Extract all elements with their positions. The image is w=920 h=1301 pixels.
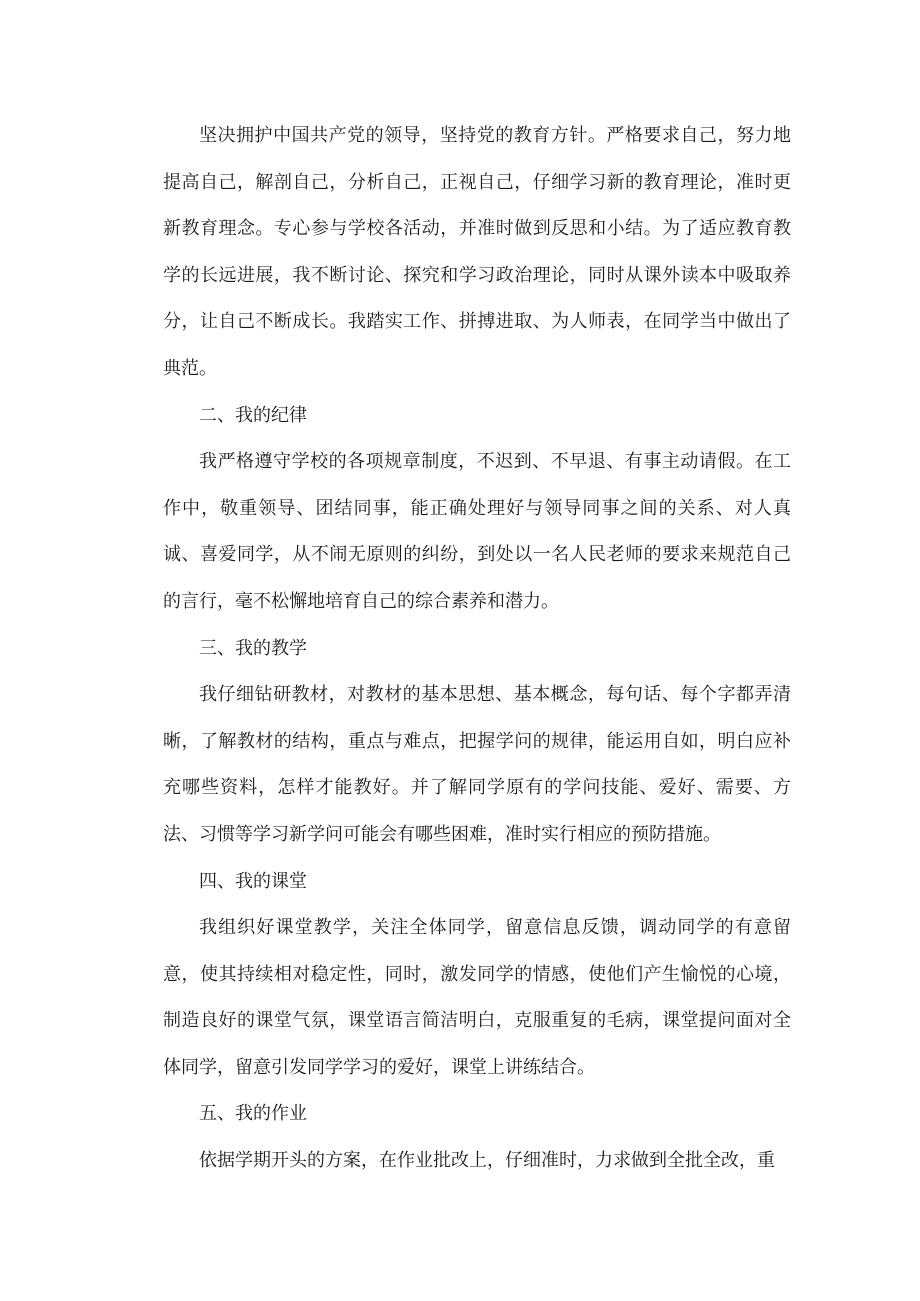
paragraph-homework: 依据学期开头的方案，在作业批改上，仔细准时，力求做到全批全改，重 — [199, 1150, 775, 1172]
section-heading-discipline: 二、我的纪律 — [199, 404, 307, 426]
section-heading-classroom: 四、我的课堂 — [199, 870, 307, 892]
paragraph-teaching: 我仔细钻研教材，对教材的基本思想、基本概念，每句话、每个字都弄清晰，了解教材的结构，重点与难点，把握学问的规律，能运用自如，明白应补充哪些资料，怎样才能教好。并了解同学原有的学问技能、爱好、需要、方法、习惯等学习新学问可能会有哪些困难，准时实行相应的预防措施。 — [163, 684, 791, 845]
paragraph-discipline: 我严格遵守学校的各项规章制度，不迟到、不早退、有事主动请假。在工作中，敬重领导、团结同事，能正确处理好与领导同事之间的关系、对人真诚、喜爱同学，从不闹无原则的纠纷，到处以一名人民老师的要求来规范自己的言行，毫不松懈地培育自己的综合素养和潜力。 — [163, 451, 791, 612]
paragraph-classroom: 我组织好课堂教学，关注全体同学，留意信息反馈，调动同学的有意留意，使其持续相对稳定性，同时，激发同学的情感，使他们产生愉悦的心境，制造良好的课堂气氛，课堂语言简洁明白，克服重复的毛病，课堂提问面对全体同学，留意引发同学学习的爱好，课堂上讲练结合。 — [163, 917, 791, 1078]
document-body — [163, 113, 791, 1185]
section-heading-homework: 五、我的作业 — [199, 1103, 307, 1125]
section-heading-teaching: 三、我的教学 — [199, 637, 307, 659]
paragraph-intro: 坚决拥护中国共产党的领导，坚持党的教育方针。严格要求自己，努力地提高自己，解剖自己，分析自己，正视自己，仔细学习新的教育理论，准时更新教育理念。专心参与学校各活动，并准时做到反思和小结。为了适应教育教学的长远进展，我不断讨论、探究和学习政治理论，同时从课外读本中吸取养分，让自己不断成长。我踏实工作、拼搏进取、为人师表，在同学当中做出了典范。 — [163, 125, 791, 379]
